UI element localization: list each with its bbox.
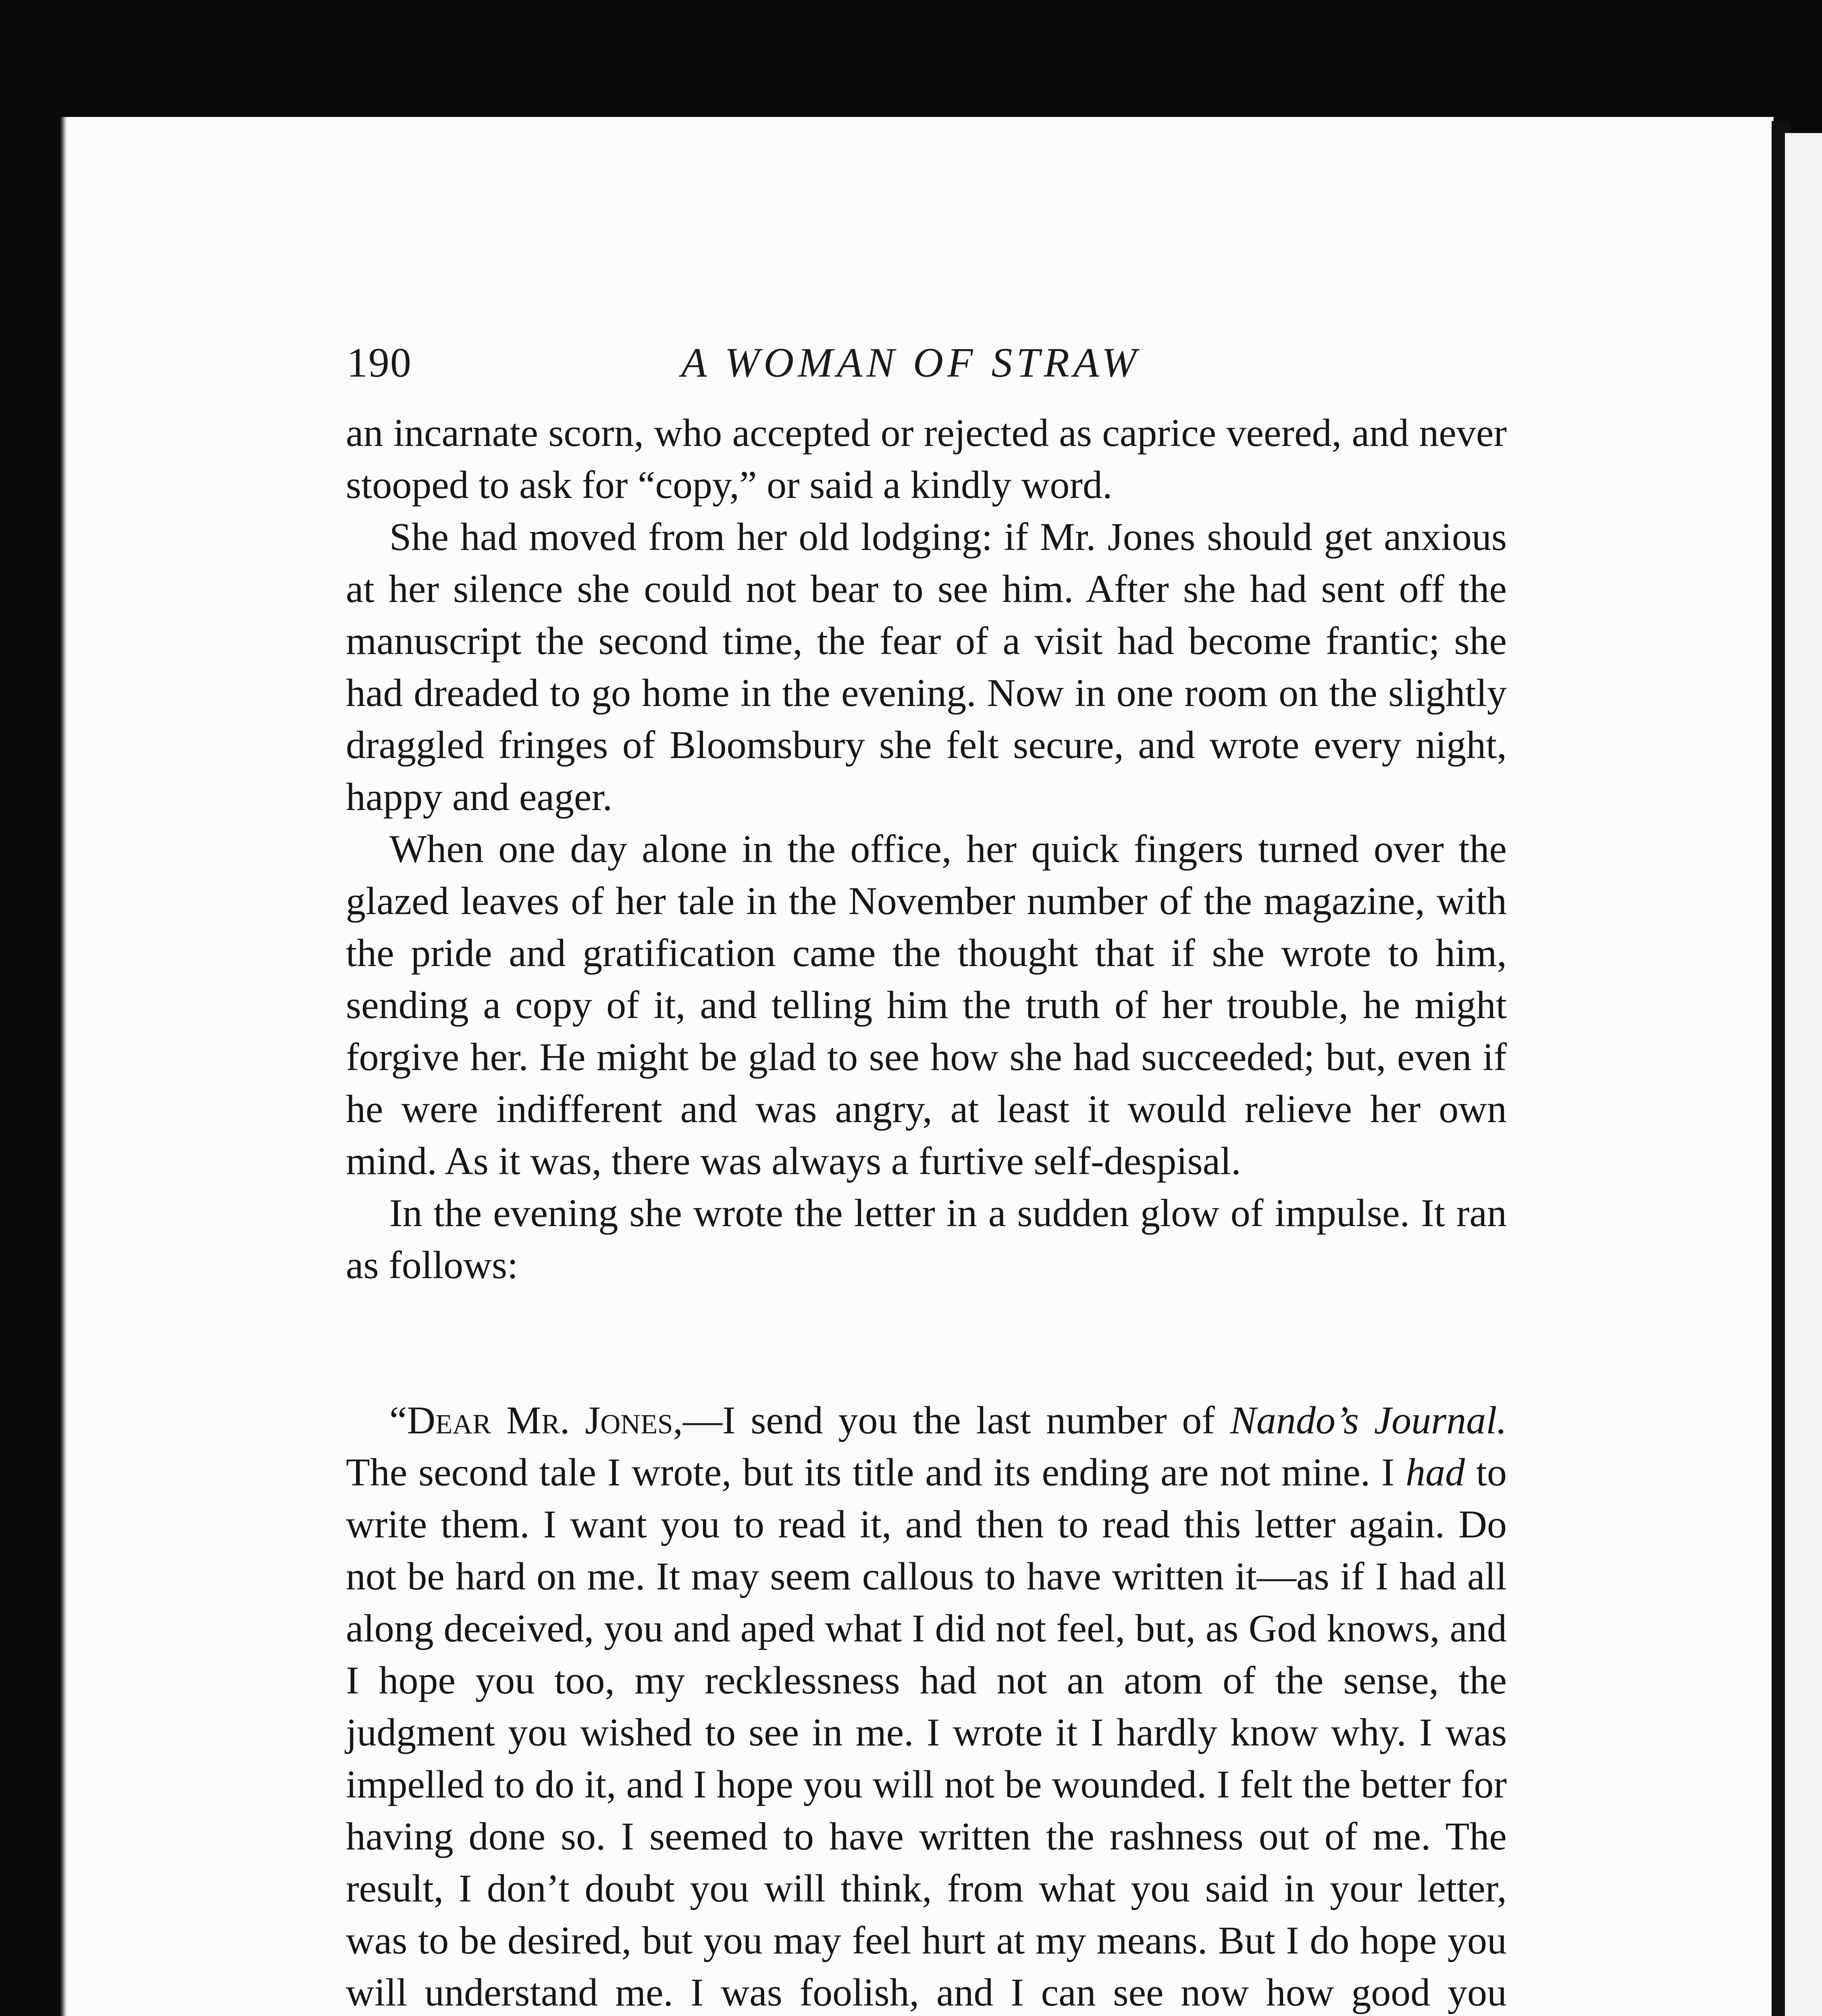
paragraph: When one day alone in the office, her quick fingers turned over the glazed leaves of her tale in the November number of the magazine, with the pride and gratification came the thought that if she wrote to him, sending a copy of it, and telling him the truth of her trouble, he might forgive her. He might be glad to see how she had succeeded; but, even if he were indifferent and was angry, at least it would relieve her own mind. As it was, there was always a furtive self-despisal.	[346, 827, 1507, 1183]
letter-text: —I send you the last number of	[683, 1399, 1230, 1442]
paragraph: In the evening she wrote the letter in a sudden glow of impulse. It ran as follows:	[346, 1191, 1507, 1287]
open-quote: “	[389, 1399, 407, 1442]
letter-text: to write them. I want you to read it, and then to read this letter again. Do not be hard on me. It may seem callous to have written it—as if I had all along deceived, you and aped what I did not feel, but, as God knows, and I hope you too, my recklessness had not an atom of the sense, the judgment you wished to see in me. I wrote it I hardly know why. I was impelled to do it, and I hope you will not be wounded. I felt the better for having done so. I seemed to have written the rashness out of me. The result, I don’t doubt you will think, from what you said in your letter, was to be desired, but you may feel hurt at my means. But I do hope you will understand me. I was foolish, and I can see now how good you	[346, 1451, 1507, 2014]
next-page-edge	[1785, 133, 1822, 2016]
running-title: A WOMAN OF STRAW	[681, 339, 1141, 386]
letter-text: The second tale I wrote, but its title and its ending are not mine. I	[346, 1451, 1406, 1494]
page-number: 190	[347, 339, 412, 386]
letter-salutation: Dear Mr. Jones,	[407, 1399, 683, 1442]
body-text	[346, 407, 1507, 2016]
running-header	[347, 339, 1512, 387]
letter-paragraph	[346, 1395, 1507, 2016]
paragraph: She had moved from her old lodging: if Mr. Jones should get anxious at her silence she could not bear to see him. After she had sent off the manuscript the second time, the fear of a visit had become frantic; she had dreaded to go home in the evening. Now in one room on the slightly draggled fringes of Bloomsbury she felt secure, and wrote every night, happy and eager.	[346, 515, 1507, 819]
emphasized-word: had	[1406, 1451, 1465, 1494]
journal-title: Nando’s Journal.	[1230, 1399, 1507, 1442]
paragraph-continuation: an incarnate scorn, who accepted or rejected as caprice veered, and never stooped to ask for “copy,” or said a kindly word.	[346, 411, 1507, 507]
